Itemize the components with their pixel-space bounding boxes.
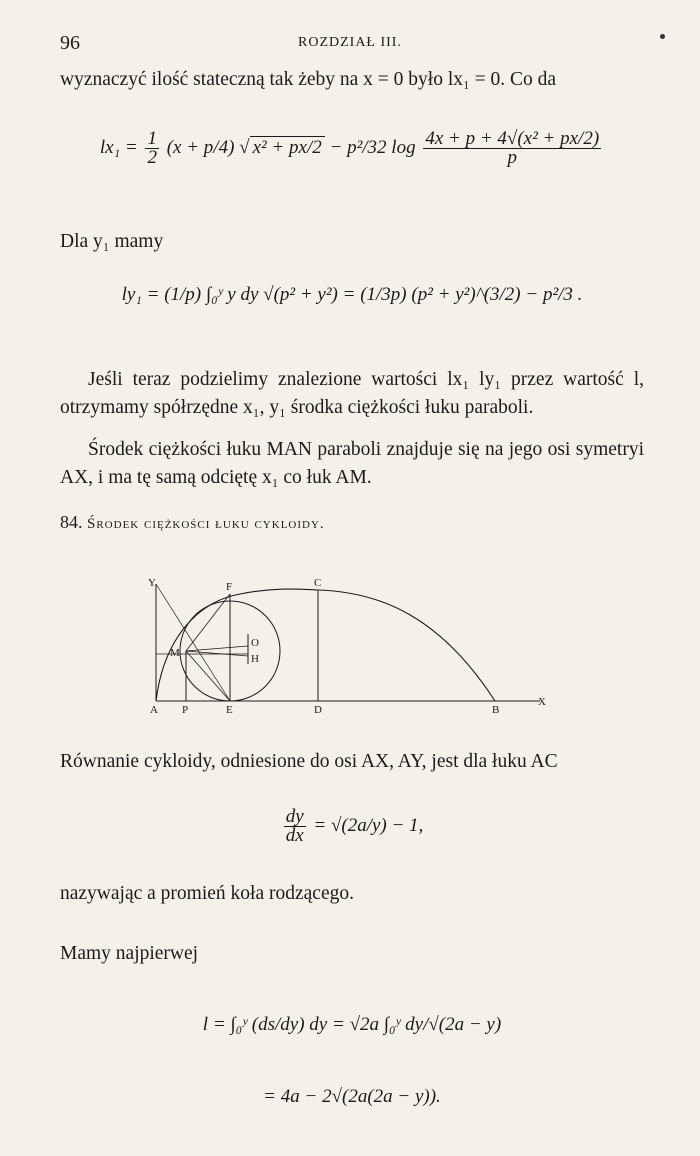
label-B: B [492, 704, 500, 716]
equation-arc-length: l = ∫₀ʸ (ds/dy) dy = √2a ∫₀ʸ dy/√(2a − y) [202, 1014, 502, 1035]
section-number: 84. [60, 512, 83, 532]
cycloid-figure [140, 576, 550, 716]
paragraph-2: Dla y₁ mamy [60, 231, 164, 252]
cycloid-arc [156, 589, 495, 701]
section-title: Środek ciężkości łuku cykloidy. [87, 516, 325, 532]
eq1-log-denominator: p [507, 147, 517, 168]
label-M: M [170, 647, 180, 659]
paragraph-7: Mamy najpierwej [60, 943, 199, 964]
paragraph-5: Równanie cykloidy, odniesione do osi AX, AY, jest dla łuku AC [60, 751, 558, 772]
page-number: 96 [60, 32, 80, 54]
label-D: D [314, 704, 322, 716]
equation-arc-length-result: = 4a − 2√(2a(2a − y)). [263, 1086, 441, 1107]
cycloid-diagram [140, 576, 550, 716]
running-title: ROZDZIAŁ III. [298, 35, 402, 50]
equation-ly1: ly₁ = (1/p) ∫₀ʸ y dy √(p² + y²) = (1/3p) (p² + y²)^(3/2) − p²/3 . [121, 284, 583, 305]
paragraph-6: nazywając a promień koła rodzącego. [60, 883, 354, 904]
label-X: X [538, 696, 546, 708]
equation-cycloid: $\frac{dy}{dx}$ = √(2a/y) − 1, [285, 806, 424, 846]
label-E: E [226, 704, 233, 716]
label-O: O [251, 637, 259, 649]
paragraph-3: Jeśli teraz podzielimy znalezione wartości lx₁ ly₁ przez wartość l, otrzymamy spółrzędne x₁, y₁ środka ciężkości łuku paraboli. [60, 369, 644, 418]
page-header [60, 32, 640, 58]
label-H: H [251, 653, 259, 665]
eq1-mid: − p²/32 log [329, 136, 421, 158]
eq1-paren: (x + p/4) [166, 136, 235, 158]
eq1-log-numerator: 4x + p + 4√(x² + px/2) [425, 128, 600, 149]
eq1-lhs: lx₁ = [99, 136, 143, 158]
label-Y: Y [148, 577, 156, 589]
section-heading [60, 512, 325, 533]
label-F: F [226, 581, 233, 593]
label-C: C [314, 577, 322, 589]
eq3-rhs: = √(2a/y) − 1, [313, 814, 424, 836]
equation-lx1: lx₁ = $\frac{1}{2}$ (x + p/4) √ x² + px/2 − p²/32 log $\frac{\text{4x + p + 4√(x² + px/2)}}{p}$ [99, 128, 600, 168]
eq1-root: x² + px/2 [250, 136, 325, 158]
paragraph-1: wyznaczyć ilość stateczną tak żeby na x = 0 było lx₁ = 0. Co da [60, 69, 557, 90]
paragraph-4: Środek ciężkości łuku MAN paraboli znajduje się na jego osi symetryi AX, i ma tę samą odciętę x₁ co łuk AM. [60, 439, 644, 488]
ink-speck [660, 34, 665, 39]
label-A: A [150, 704, 158, 716]
label-P: P [182, 704, 189, 716]
